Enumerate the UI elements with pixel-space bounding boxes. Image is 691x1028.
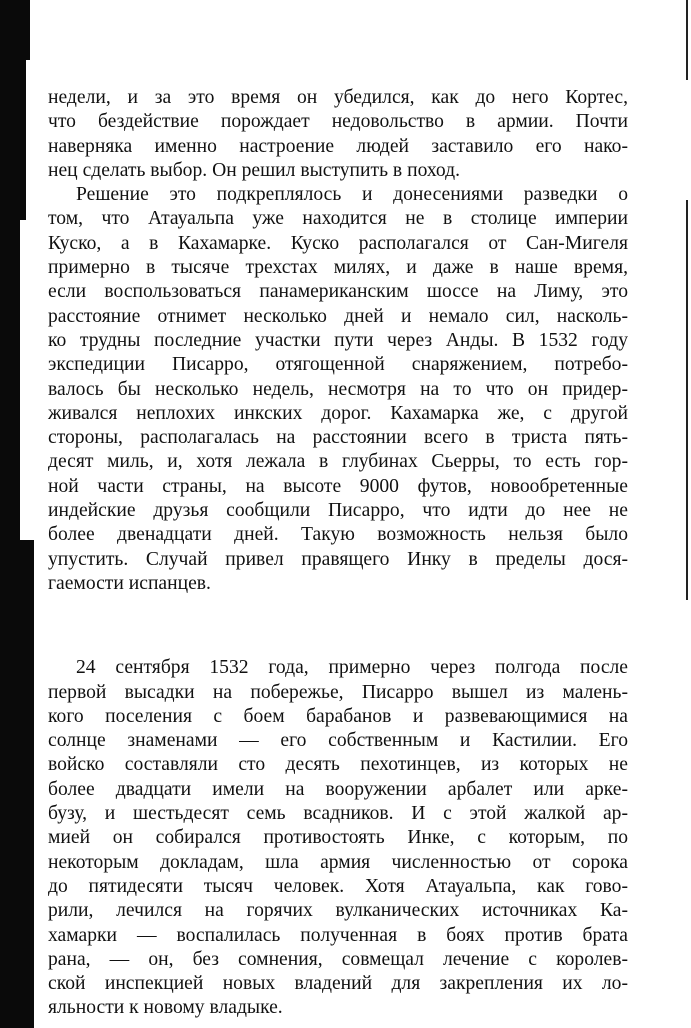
scan-shadow-band [0,540,34,1028]
scan-edge-mark [686,200,688,600]
text-line: валось бы несколько недель, несмотря на то что он придер- [48,378,628,400]
text-line: стороны, располагалась на расстоянии всего в триста пять- [48,427,628,449]
text-line: что бездействие порождает недовольство в армии. Почти [48,111,628,133]
text-line: войско составляли сто десять пехотинцев, из которых не [48,754,628,776]
text-line: десят миль, и, хотя лежала в глубинах Сьерры, то есть гор- [48,451,628,473]
text-line: яльности к новому владыке. [48,997,283,1019]
text-line: мией он собирался противостоять Инке, с которым, по [48,827,628,849]
text-line: живался неплохих инкских дорог. Кахамарка же, с другой [48,402,628,424]
text-line: расстояние отнимет несколько дней и немало сил, насколь- [48,305,628,327]
scan-right-edge-line [681,0,691,1028]
text-line: кого поселения с боем барабанов и развевающимися на [48,705,628,727]
scan-left-edge-shadow [0,0,32,1028]
text-line: 24 сентября 1532 года, примерно через полгода после [76,657,628,679]
text-line: солнце знаменами — его собственным и Кастилии. Его [48,730,628,752]
text-line: том, что Атауальпа уже находится не в столице империи [48,208,628,230]
text-line: ко трудны последние участки пути через Анды. В 1532 году [48,329,628,351]
book-page-text [48,82,628,1021]
text-line: Решение это подкреплялось и донесениями разведки о [76,184,628,206]
text-line: гаемости испанцев. [48,572,211,594]
text-line: хамарки — воспалилась полученная в боях против брата [48,924,628,946]
text-line: недели, и за это время он убедился, как до него Кортес, [48,87,628,108]
text-line: первой высадки на побережье, Писарро вышел из малень- [48,681,628,703]
text-line: индейские друзья сообщили Писарро, что идти до нее не [48,500,628,522]
text-line: если воспользоваться панамериканским шоссе на Лиму, это [48,281,628,303]
paragraph [48,86,628,183]
text-line: более двенадцати дней. Такую возможность нельзя было [48,524,628,546]
text-line: до пятидесяти тысяч человек. Хотя Атауальпа, как гово- [48,875,628,897]
text-line: упустить. Случай привел правящего Инку в пределы дося- [48,548,628,570]
text-line: нец сделать выбор. Он решил выступить в поход. [48,159,461,181]
scan-shadow-band [0,220,20,540]
paragraph [48,656,628,1020]
text-line: примерно в тысяче трехстах милях, и даже в наше время, [48,257,628,279]
scan-shadow-band [0,60,26,220]
text-line: экспедиции Писарро, отягощенной снаряжением, потребо- [48,354,628,376]
text-line: рили, лечился на горячих вулканических источниках Ка- [48,900,628,922]
text-line: Куско, а в Кахамарке. Куско располагался от Сан-Мигеля [48,232,628,254]
text-line: рана, — он, без сомнения, совмещал лечение с королев- [48,948,628,970]
text-line: ской инспекцией новых владений для закрепления их ло- [48,973,628,995]
text-line: наверняка именно настроение людей заставило его нако- [48,135,628,157]
scan-edge-mark [686,0,688,80]
scan-shadow-band [0,0,30,60]
text-line: более двадцати имели на вооружении арбалет или арке- [48,778,628,800]
text-line: бузу, и шестьдесят семь всадников. И с этой жалкой ар- [48,803,628,825]
paragraph [48,183,628,596]
text-line: некоторым докладам, шла армия численностью от сорока [48,851,628,873]
text-line: ной части страны, на высоте 9000 футов, новообретенные [48,475,628,497]
